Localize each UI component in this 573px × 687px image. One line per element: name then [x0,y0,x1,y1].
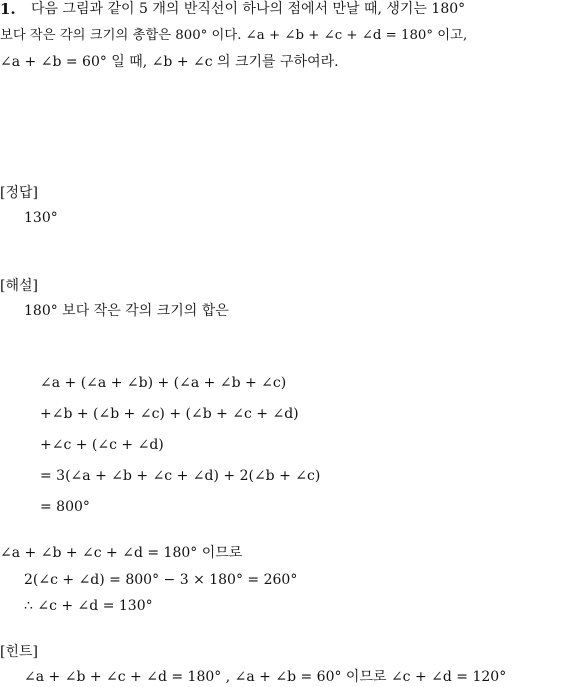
problem-line-2: 보다 작은 각의 크기의 총합은 800° 이다. ∠a + ∠b + ∠c + ∠d = 180° 이고, [0,28,468,43]
answer-heading: [정답] [0,185,38,201]
problem-line-1: 다음 그림과 같이 5 개의 반직선이 하나의 점에서 만날 때, 생기는 180° [31,1,466,17]
equation-line-3: +∠c + (∠c + ∠d) [40,437,164,453]
equation-line-1: ∠a + (∠a + ∠b) + (∠a + ∠b + ∠c) [40,375,287,391]
explanation-intro: 180° 보다 작은 각의 크기의 합은 [24,303,229,319]
equation-line-4: = 3(∠a + ∠b + ∠c + ∠d) + 2(∠b + ∠c) [40,468,321,484]
conclusion-line-3: ∴ ∠c + ∠d = 130° [24,598,153,614]
equation-line-5: = 800° [40,499,90,515]
explanation-heading: [해설] [0,278,38,294]
answer-value: 130° [24,210,58,226]
hint-text: ∠a + ∠b + ∠c + ∠d = 180° , ∠a + ∠b = 60° 이므로 ∠c + ∠d = 120° [24,669,507,685]
problem-line-3: ∠a + ∠b = 60° 일 때, ∠b + ∠c 의 크기를 구하여라. [0,54,339,70]
conclusion-line-1: ∠a + ∠b + ∠c + ∠d = 180° 이므로 [0,545,243,561]
equation-line-2: +∠b + (∠b + ∠c) + (∠b + ∠c + ∠d) [40,406,299,422]
conclusion-line-2: 2(∠c + ∠d) = 800° − 3 × 180° = 260° [24,572,298,588]
hint-heading: [힌트] [0,644,38,660]
problem-number: 1. [0,0,16,18]
